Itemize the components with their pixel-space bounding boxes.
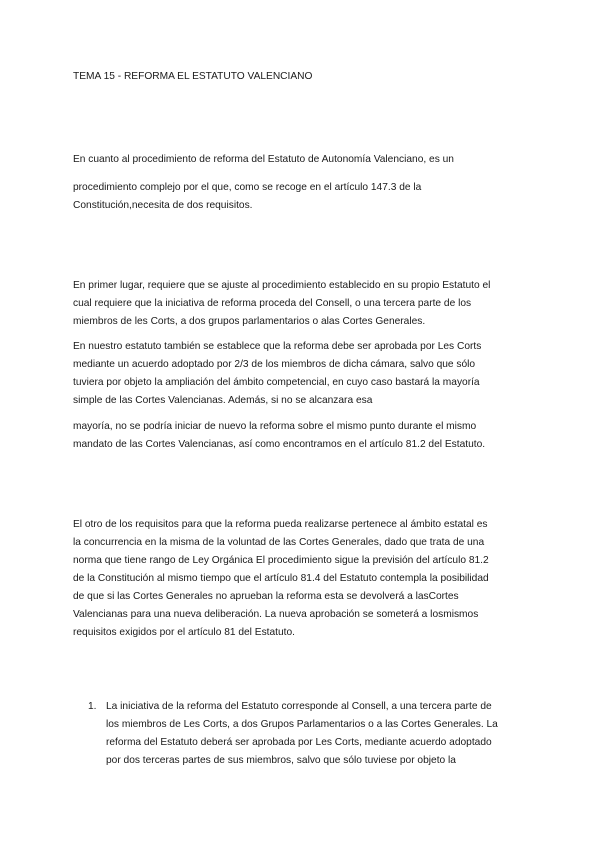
paragraph-6-line: requisitos exigidos por el artículo 81 del Estatuto. bbox=[73, 627, 295, 638]
paragraph-6-line: de la Constitución al mismo tiempo que el artículo 81.4 del Estatuto contempla la posibilidad bbox=[73, 573, 489, 584]
paragraph-5-line: mayoría, no se podría iniciar de nuevo la reforma sobre el mismo punto durante el mismo bbox=[73, 421, 477, 432]
paragraph-3-line: miembros de les Corts, a dos grupos parlamentarios o alas Cortes Generales. bbox=[73, 316, 426, 327]
paragraph-4-line: mediante un acuerdo adoptado por 2/3 de los miembros de dicha cámara, salvo que sólo bbox=[73, 359, 476, 370]
paragraph-1-line: En cuanto al procedimiento de reforma del Estatuto de Autonomía Valenciano, es un bbox=[73, 154, 454, 165]
list-item-line: por dos terceras partes de sus miembros, salvo que sólo tuviese por objeto la bbox=[106, 755, 456, 766]
paragraph-6-line: la concurrencia en la misma de la voluntad de las Cortes Generales, dado que trata de una bbox=[73, 537, 485, 548]
paragraph-2-line: Constitución,necesita de dos requisitos. bbox=[73, 200, 253, 211]
paragraph-3-line: cual requiere que la iniciativa de reforma proceda del Consell, o una tercera parte de los bbox=[73, 298, 472, 309]
paragraph-6-line: norma que tiene rango de Ley Orgánica El procedimiento sigue la previsión del artículo 81.2 bbox=[73, 555, 489, 566]
list-item-line: los miembros de Les Corts, a dos Grupos Parlamentarios o a las Cortes Generales. La bbox=[106, 719, 498, 730]
paragraph-4-line: En nuestro estatuto también se establece que la reforma debe ser aprobada por Les Corts bbox=[73, 341, 482, 352]
paragraph-6-line: El otro de los requisitos para que la reforma pueda realizarse pertenece al ámbito estatal es bbox=[73, 519, 488, 530]
paragraph-4-line: tuviera por objeto la ampliación del ámbito competencial, en cuyo caso bastará la mayoría bbox=[73, 377, 480, 388]
paragraph-4-line: simple de las Cortes Valencianas. Además, si no se alcanzara esa bbox=[73, 395, 373, 406]
paragraph-3-line: En primer lugar, requiere que se ajuste al procedimiento establecido en su propio Estatuto el bbox=[73, 280, 491, 291]
paragraph-2-line: procedimiento complejo por el que, como se recoge en el artículo 147.3 de la bbox=[73, 182, 422, 193]
paragraph-5-line: mandato de las Cortes Valencianas, así como encontramos en el artículo 81.2 del Estatuto. bbox=[73, 439, 486, 450]
list-number: 1. bbox=[88, 701, 97, 712]
list-item-line: reforma del Estatuto deberá ser aprobada por Les Corts, mediante acuerdo adoptado bbox=[106, 737, 492, 748]
paragraph-6-line: Valencianas para una nueva deliberación. La nueva aprobación se someterá a losmismos bbox=[73, 609, 479, 620]
list-item-line: La iniciativa de la reforma del Estatuto corresponde al Consell, a una tercera parte de bbox=[106, 701, 492, 712]
paragraph-6-line: de que si las Cortes Generales no aprueban la reforma esta se devolverá a lasCortes bbox=[73, 591, 459, 602]
document-title: TEMA 15 - REFORMA EL ESTATUTO VALENCIANO bbox=[73, 71, 313, 82]
